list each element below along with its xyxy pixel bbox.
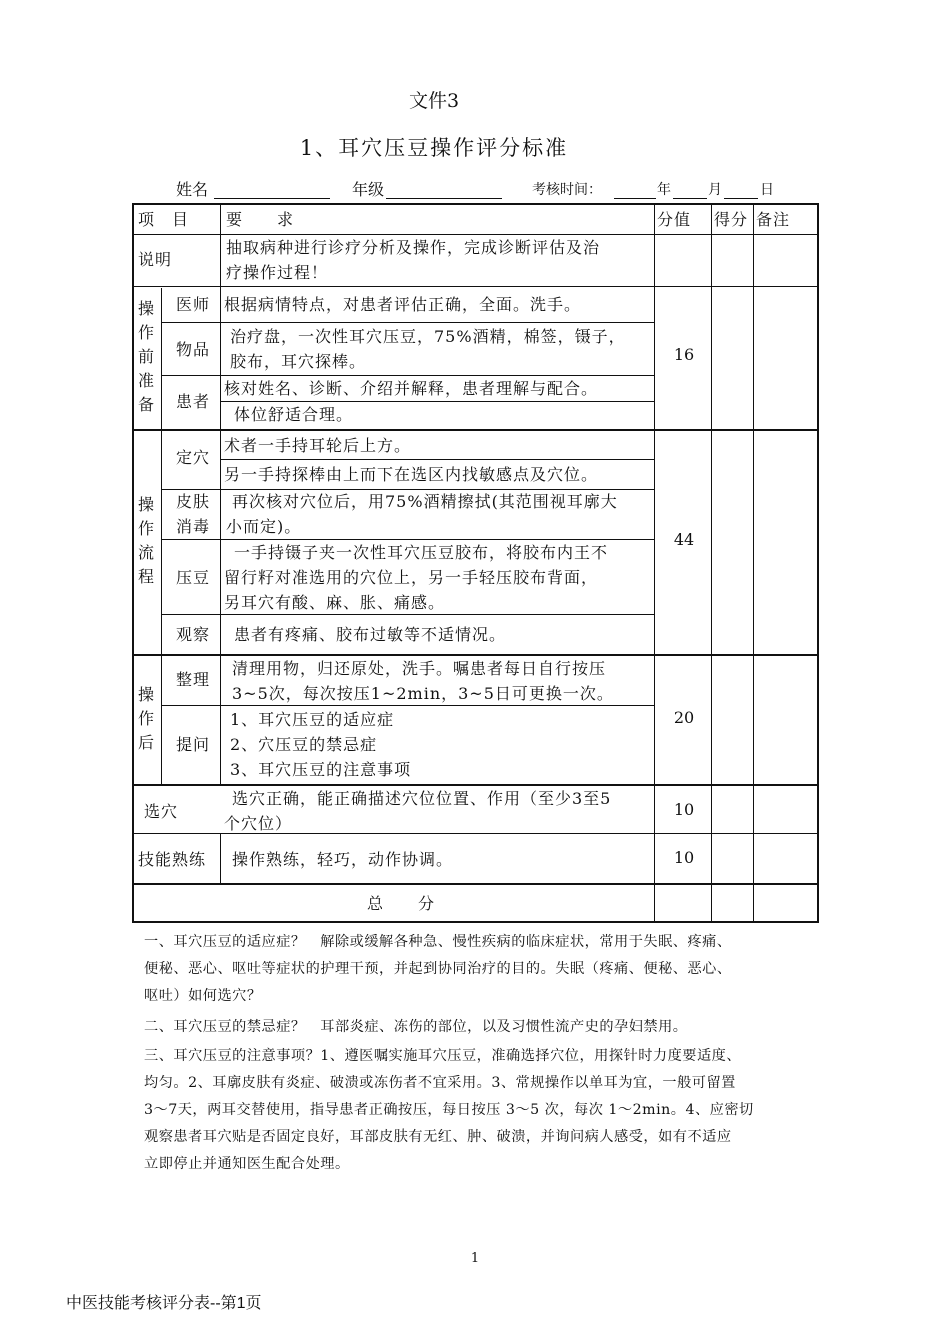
pre-op-score: 16 <box>673 345 695 364</box>
skill-label: 技能熟练 <box>138 850 207 869</box>
select-text: 选穴正确，能正确描述穴位位置、作用（至少3至5 个穴位） <box>224 789 612 833</box>
press-text-1: 一手持镊子夹一次性耳穴压豆胶布，将胶布内王不 <box>234 543 609 562</box>
header-item: 项 目 <box>138 210 190 229</box>
observe-text: 患者有疼痛、胶布过敏等不适情况。 <box>234 625 507 644</box>
tidy-label: 整理 <box>176 670 211 689</box>
day-field <box>724 178 758 199</box>
post-op-score: 20 <box>673 708 695 727</box>
col-divider <box>220 833 221 884</box>
items-text: 治疗盘，一次性耳穴压豆，75%酒精，棉签，镊子， 胶布，耳穴探棒。 <box>230 327 626 371</box>
name-field <box>214 178 330 199</box>
page-number: 1 <box>470 1251 480 1266</box>
footer-caption: 中医技能考核评分表--第1页 <box>66 1295 262 1312</box>
col-divider <box>220 205 221 785</box>
row-divider <box>134 883 817 885</box>
tidy-text: 清理用物，归还原处，洗手。嘱患者每日自行按压 3~5次，每次按压1~2min，3~5日可更换一次。 <box>232 659 614 703</box>
patient-text-2: 体位舒适合理。 <box>234 405 354 424</box>
press-text-3: 另耳穴有酸、麻、胀、痛感。 <box>224 593 446 612</box>
skill-score: 10 <box>673 848 695 867</box>
locate-text-1: 术者一手持耳轮后上方。 <box>224 436 412 455</box>
header-score: 分值 <box>657 210 692 229</box>
day-label: 日 <box>760 182 774 198</box>
page-title: 1、耳穴压豆操作评分标准 <box>299 136 569 160</box>
explain-text: 抽取病种进行诊疗分析及操作，完成诊断评估及治 疗操作过程！ <box>226 238 601 282</box>
disinfect-text: 再次核对穴位后，用75%酒精擦拭(其范围视耳廓大 小而定)。 <box>226 492 618 536</box>
row-divider <box>161 322 654 323</box>
observe-label: 观察 <box>176 625 211 644</box>
doctor-text: 根据病情特点，对患者评估正确，全面。洗手。 <box>224 295 582 314</box>
row-divider <box>220 459 654 460</box>
score-table <box>132 203 819 923</box>
year-field <box>614 178 656 199</box>
press-label: 压豆 <box>176 568 211 587</box>
time-label: 考核时间： <box>532 182 602 198</box>
select-label: 选穴 <box>144 802 179 821</box>
skill-text: 操作熟练，轻巧，动作协调。 <box>232 850 454 869</box>
select-score: 10 <box>673 800 695 819</box>
document-label: 文件3 <box>408 90 460 112</box>
explain-label: 说明 <box>138 250 173 269</box>
header-remark: 备注 <box>756 210 791 229</box>
flow-score: 44 <box>673 530 695 549</box>
total-label: 总 分 <box>367 894 436 913</box>
year-label: 年 <box>657 182 671 198</box>
notes-q1: 一、耳穴压豆的适应症？ 解除或缓解各种急、慢性疾病的临床症状，常用于失眠、疼痛、 便秘、恶心、呕吐等症状的护理干预，并起到协同治疗的目的。失眠（疼痛、便秘、恶心、 呕吐）如何选穴？ <box>144 934 732 1004</box>
disinfect-label: 皮肤 消毒 <box>176 492 211 536</box>
locate-label: 定穴 <box>176 448 211 467</box>
col-divider <box>753 205 754 923</box>
col-divider <box>654 205 655 923</box>
notes-q2: 二、耳穴压豆的禁忌症？ 耳部炎症、冻伤的部位，以及习惯性流产史的孕妇禁用。 <box>144 1019 688 1035</box>
grade-label: 年级 <box>352 180 385 199</box>
ask-label: 提问 <box>176 735 211 754</box>
row-divider <box>134 429 817 431</box>
name-label: 姓名 <box>176 180 209 199</box>
post-op-group-label: 操 作 后 <box>137 685 154 752</box>
ask-text: 1、耳穴压豆的适应症 2、穴压豆的禁忌症 3、耳穴压豆的注意事项 <box>230 710 412 779</box>
header-requirement: 要 求 <box>226 210 295 229</box>
press-text-2: 留行籽对准选用的穴位上，另一手轻压胶布背面， <box>224 568 599 587</box>
doctor-label: 医师 <box>176 295 211 314</box>
group-divider <box>161 288 162 785</box>
locate-text-2: 另一手持探棒由上而下在选区内找敏感点及穴位。 <box>224 465 599 484</box>
month-label: 月 <box>708 182 722 198</box>
flow-group-label: 操 作 流 程 <box>137 495 154 586</box>
patient-label: 患者 <box>176 392 211 411</box>
header-earned: 得分 <box>714 210 749 229</box>
pre-op-group-label: 操 作 前 准 备 <box>137 299 154 414</box>
items-label: 物品 <box>176 340 211 359</box>
notes-q3: 三、耳穴压豆的注意事项？1、遵医嘱实施耳穴压豆，准确选择穴位，用探针时力度要适度、 均匀。2、耳廓皮肤有炎症、破溃或冻伤者不宜采用。3、常规操作以单耳为宜，一般可留置 3～7天，两耳交替使用，指导患者正确按压，每日按压 3～5 次，每次 1～2min。4、应密切 观察患者耳穴贴是否固定良好，耳部皮肤有无红、肿、破溃，并询问病人感受，如有不适应 立即停止并通知医生配合处理。 <box>144 1048 754 1172</box>
row-divider <box>134 286 817 287</box>
grade-field <box>386 178 502 199</box>
month-field <box>673 178 707 199</box>
patient-text-1: 核对姓名、诊断、介绍并解释，患者理解与配合。 <box>224 379 599 398</box>
